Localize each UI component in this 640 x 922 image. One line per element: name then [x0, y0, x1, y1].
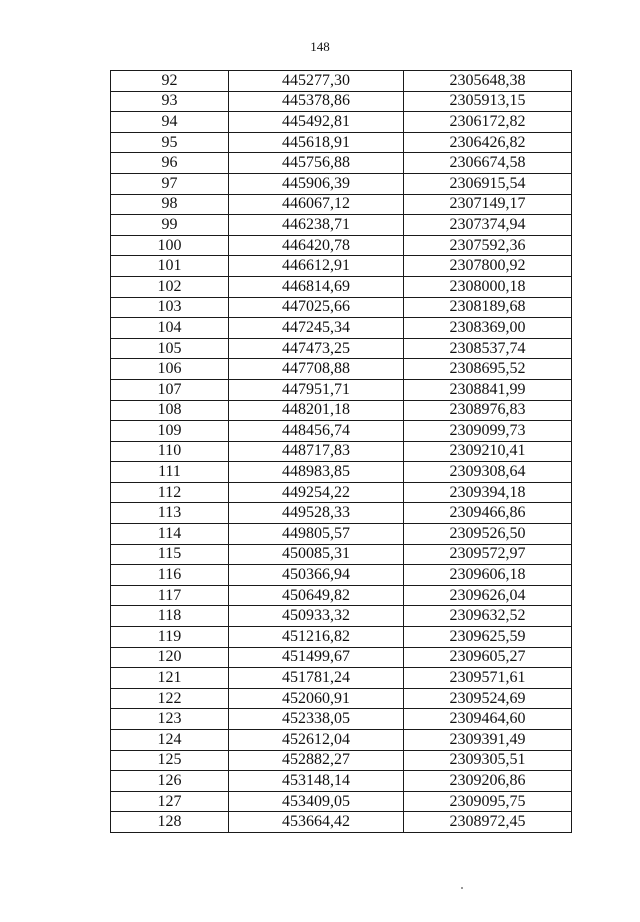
point-number-cell: 114: [111, 524, 229, 545]
x-coordinate-cell: 445618,91: [229, 132, 404, 153]
table-row: [111, 627, 572, 648]
table-row: [111, 421, 572, 442]
point-number-cell: 126: [111, 771, 229, 792]
x-coordinate-cell: 452882,27: [229, 750, 404, 771]
point-number-cell: 92: [111, 71, 229, 92]
y-coordinate-cell: 2309210,41: [404, 441, 572, 462]
table-row: [111, 215, 572, 236]
y-coordinate-cell: 2309524,69: [404, 688, 572, 709]
point-number-cell: 93: [111, 91, 229, 112]
x-coordinate-cell: 452060,91: [229, 688, 404, 709]
point-number-cell: 122: [111, 688, 229, 709]
x-coordinate-cell: 446612,91: [229, 256, 404, 277]
point-number-cell: 105: [111, 338, 229, 359]
scan-speck: [461, 887, 463, 889]
table-row: [111, 606, 572, 627]
y-coordinate-cell: 2309632,52: [404, 606, 572, 627]
x-coordinate-cell: 450933,32: [229, 606, 404, 627]
page-number: 148: [310, 39, 330, 54]
table-row: [111, 771, 572, 792]
point-number-cell: 117: [111, 585, 229, 606]
point-number-cell: 124: [111, 730, 229, 751]
x-coordinate-cell: 445906,39: [229, 173, 404, 194]
y-coordinate-cell: 2309464,60: [404, 709, 572, 730]
table-row: [111, 730, 572, 751]
point-number-cell: 108: [111, 400, 229, 421]
y-coordinate-cell: 2309466,86: [404, 503, 572, 524]
y-coordinate-cell: 2309526,50: [404, 524, 572, 545]
point-number-cell: 99: [111, 215, 229, 236]
y-coordinate-cell: 2309394,18: [404, 482, 572, 503]
y-coordinate-cell: 2309605,27: [404, 647, 572, 668]
x-coordinate-cell: 453664,42: [229, 812, 404, 833]
point-number-cell: 120: [111, 647, 229, 668]
coordinates-table-body: [111, 71, 572, 833]
x-coordinate-cell: 447473,25: [229, 338, 404, 359]
point-number-cell: 103: [111, 297, 229, 318]
table-row: [111, 585, 572, 606]
y-coordinate-cell: 2305913,15: [404, 91, 572, 112]
table-row: [111, 647, 572, 668]
table-row: [111, 71, 572, 92]
table-row: [111, 400, 572, 421]
table-row: [111, 544, 572, 565]
x-coordinate-cell: 449254,22: [229, 482, 404, 503]
x-coordinate-cell: 451216,82: [229, 627, 404, 648]
point-number-cell: 100: [111, 235, 229, 256]
x-coordinate-cell: 446420,78: [229, 235, 404, 256]
x-coordinate-cell: 445492,81: [229, 112, 404, 133]
point-number-cell: 110: [111, 441, 229, 462]
y-coordinate-cell: 2307374,94: [404, 215, 572, 236]
x-coordinate-cell: 445277,30: [229, 71, 404, 92]
y-coordinate-cell: 2307592,36: [404, 235, 572, 256]
point-number-cell: 123: [111, 709, 229, 730]
point-number-cell: 97: [111, 173, 229, 194]
y-coordinate-cell: 2308976,83: [404, 400, 572, 421]
x-coordinate-cell: 450366,94: [229, 565, 404, 586]
y-coordinate-cell: 2309571,61: [404, 668, 572, 689]
y-coordinate-cell: 2308369,00: [404, 318, 572, 339]
point-number-cell: 121: [111, 668, 229, 689]
x-coordinate-cell: 448456,74: [229, 421, 404, 442]
x-coordinate-cell: 450085,31: [229, 544, 404, 565]
table-row: [111, 194, 572, 215]
y-coordinate-cell: 2309206,86: [404, 771, 572, 792]
table-row: [111, 132, 572, 153]
x-coordinate-cell: 449528,33: [229, 503, 404, 524]
x-coordinate-cell: 446814,69: [229, 276, 404, 297]
x-coordinate-cell: 451781,24: [229, 668, 404, 689]
table-row: [111, 297, 572, 318]
y-coordinate-cell: 2309606,18: [404, 565, 572, 586]
table-row: [111, 112, 572, 133]
point-number-cell: 113: [111, 503, 229, 524]
y-coordinate-cell: 2306426,82: [404, 132, 572, 153]
y-coordinate-cell: 2307149,17: [404, 194, 572, 215]
table-row: [111, 688, 572, 709]
y-coordinate-cell: 2308537,74: [404, 338, 572, 359]
x-coordinate-cell: 446238,71: [229, 215, 404, 236]
y-coordinate-cell: 2308972,45: [404, 812, 572, 833]
table-row: [111, 462, 572, 483]
table-row: [111, 441, 572, 462]
y-coordinate-cell: 2306172,82: [404, 112, 572, 133]
table-row: [111, 318, 572, 339]
point-number-cell: 115: [111, 544, 229, 565]
point-number-cell: 109: [111, 421, 229, 442]
point-number-cell: 119: [111, 627, 229, 648]
y-coordinate-cell: 2306674,58: [404, 153, 572, 174]
y-coordinate-cell: 2309626,04: [404, 585, 572, 606]
x-coordinate-cell: 448983,85: [229, 462, 404, 483]
point-number-cell: 98: [111, 194, 229, 215]
coordinates-table: [110, 70, 572, 833]
point-number-cell: 112: [111, 482, 229, 503]
table-row: [111, 153, 572, 174]
table-row: [111, 256, 572, 277]
y-coordinate-cell: 2307800,92: [404, 256, 572, 277]
table-row: [111, 668, 572, 689]
y-coordinate-cell: 2309308,64: [404, 462, 572, 483]
x-coordinate-cell: 450649,82: [229, 585, 404, 606]
x-coordinate-cell: 446067,12: [229, 194, 404, 215]
x-coordinate-cell: 452338,05: [229, 709, 404, 730]
y-coordinate-cell: 2309099,73: [404, 421, 572, 442]
point-number-cell: 96: [111, 153, 229, 174]
y-coordinate-cell: 2309391,49: [404, 730, 572, 751]
x-coordinate-cell: 452612,04: [229, 730, 404, 751]
point-number-cell: 116: [111, 565, 229, 586]
point-number-cell: 118: [111, 606, 229, 627]
table-row: [111, 709, 572, 730]
table-row: [111, 91, 572, 112]
table-row: [111, 503, 572, 524]
point-number-cell: 101: [111, 256, 229, 277]
y-coordinate-cell: 2306915,54: [404, 173, 572, 194]
point-number-cell: 107: [111, 379, 229, 400]
y-coordinate-cell: 2309572,97: [404, 544, 572, 565]
point-number-cell: 125: [111, 750, 229, 771]
point-number-cell: 94: [111, 112, 229, 133]
y-coordinate-cell: 2308189,68: [404, 297, 572, 318]
table-row: [111, 565, 572, 586]
table-row: [111, 338, 572, 359]
x-coordinate-cell: 445378,86: [229, 91, 404, 112]
x-coordinate-cell: 447025,66: [229, 297, 404, 318]
x-coordinate-cell: 453148,14: [229, 771, 404, 792]
y-coordinate-cell: 2309095,75: [404, 791, 572, 812]
table-row: [111, 173, 572, 194]
table-row: [111, 524, 572, 545]
x-coordinate-cell: 453409,05: [229, 791, 404, 812]
table-row: [111, 791, 572, 812]
table-row: [111, 812, 572, 833]
y-coordinate-cell: 2309625,59: [404, 627, 572, 648]
table-row: [111, 379, 572, 400]
point-number-cell: 111: [111, 462, 229, 483]
table-row: [111, 235, 572, 256]
point-number-cell: 106: [111, 359, 229, 380]
x-coordinate-cell: 449805,57: [229, 524, 404, 545]
x-coordinate-cell: 445756,88: [229, 153, 404, 174]
table-row: [111, 482, 572, 503]
x-coordinate-cell: 447245,34: [229, 318, 404, 339]
x-coordinate-cell: 448717,83: [229, 441, 404, 462]
x-coordinate-cell: 447708,88: [229, 359, 404, 380]
point-number-cell: 127: [111, 791, 229, 812]
table-row: [111, 359, 572, 380]
table-row: [111, 276, 572, 297]
point-number-cell: 102: [111, 276, 229, 297]
table-row: [111, 750, 572, 771]
y-coordinate-cell: 2308841,99: [404, 379, 572, 400]
y-coordinate-cell: 2305648,38: [404, 71, 572, 92]
y-coordinate-cell: 2308695,52: [404, 359, 572, 380]
point-number-cell: 104: [111, 318, 229, 339]
point-number-cell: 128: [111, 812, 229, 833]
x-coordinate-cell: 451499,67: [229, 647, 404, 668]
y-coordinate-cell: 2309305,51: [404, 750, 572, 771]
x-coordinate-cell: 448201,18: [229, 400, 404, 421]
y-coordinate-cell: 2308000,18: [404, 276, 572, 297]
point-number-cell: 95: [111, 132, 229, 153]
x-coordinate-cell: 447951,71: [229, 379, 404, 400]
